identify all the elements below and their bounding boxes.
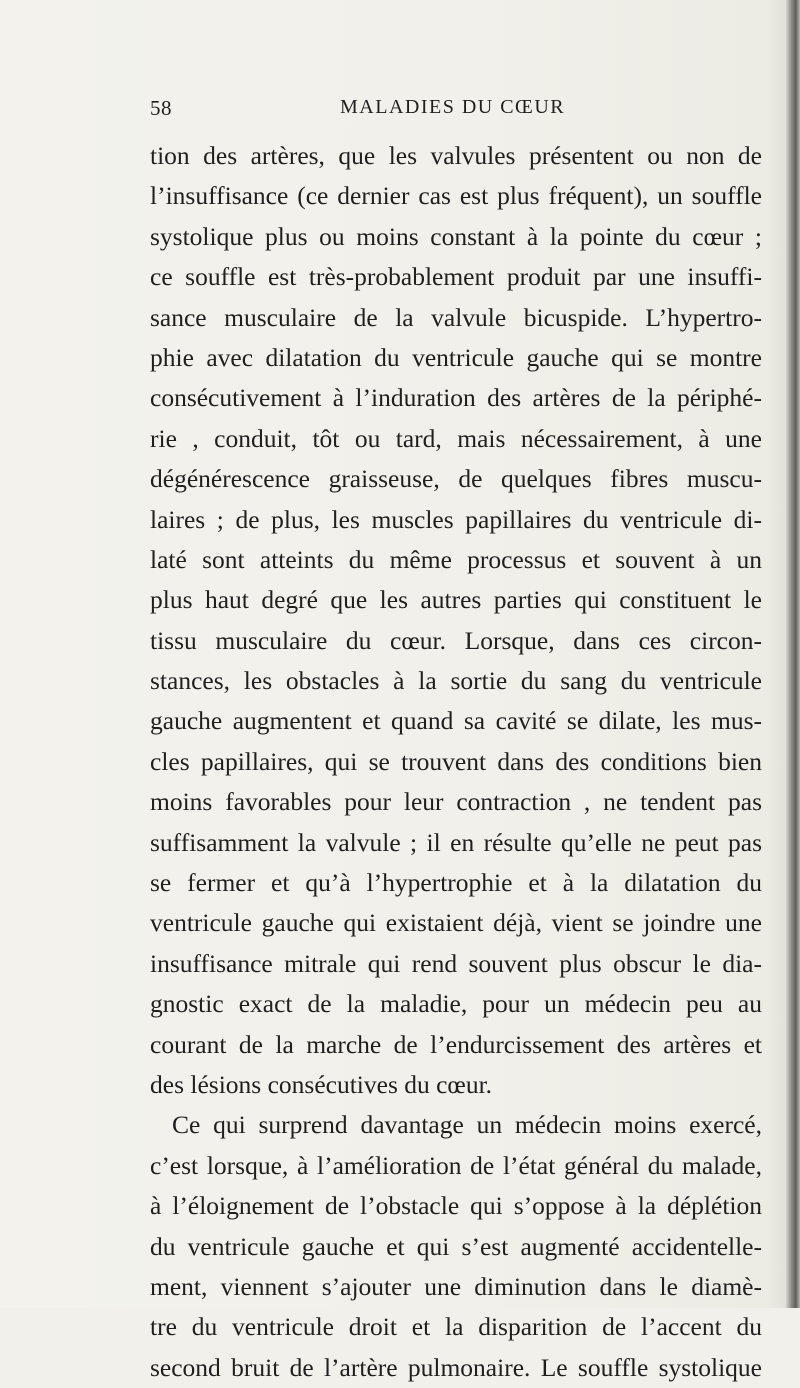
- paragraph-start-line: Ce qui surprend davantage un médecin moins exercé,: [172, 1110, 762, 1140]
- page-number: 58: [150, 96, 172, 120]
- text-line: cles papillaires, qui se trouvent dans des conditions bien: [150, 746, 762, 776]
- text-line: phie avec dilatation du ventricule gauche qui se montre: [150, 342, 762, 372]
- text-line: systolique plus ou moins constant à la pointe du cœur ;: [150, 221, 762, 251]
- text-line: du ventricule gauche et qui s’est augmenté accidentelle-: [150, 1231, 762, 1261]
- text-line: moins favorables pour leur contraction , ne tendent pas: [150, 787, 762, 817]
- text-line: ce souffle est très-probablement produit par une insuffi-: [150, 262, 762, 292]
- text-line: consécutivement à l’induration des artères de la périphé-: [150, 383, 762, 413]
- page-edge-shadow: [786, 0, 800, 1308]
- text-line: laires ; de plus, les muscles papillaires du ventricule di-: [150, 504, 762, 534]
- text-line: à l’éloignement de l’obstacle qui s’oppose à la déplétion: [150, 1191, 762, 1221]
- paragraph-end-line: des lésions consécutives du cœur.: [150, 1069, 493, 1099]
- text-line: rie , conduit, tôt ou tard, mais nécessairement, à une: [150, 423, 762, 453]
- text-line: l’insuffisance (ce dernier cas est plus fréquent), un souffle: [150, 181, 762, 211]
- text-line: c’est lorsque, à l’amélioration de l’état général du malade,: [150, 1150, 762, 1180]
- text-line: dégénérescence graisseuse, de quelques fibres muscu-: [150, 464, 762, 494]
- text-line: plus haut degré que les autres parties qui constituent le: [150, 585, 762, 615]
- running-head: MALADIES DU CŒUR: [340, 96, 566, 118]
- text-line: gauche augmentent et quand sa cavité se dilate, les mus-: [150, 706, 762, 736]
- text-line: stances, les obstacles à la sortie du sang du ventricule: [150, 666, 762, 696]
- text-line: tissu musculaire du cœur. Lorsque, dans ces circon-: [150, 625, 762, 655]
- text-line: ventricule gauche qui existaient déjà, vient se joindre une: [150, 908, 762, 938]
- text-line: suffisamment la valvule ; il en résulte qu’elle ne peut pas: [150, 827, 762, 857]
- text-line: gnostic exact de la maladie, pour un médecin peu au: [150, 989, 762, 1019]
- text-line: courant de la marche de l’endurcissement des artères et: [150, 1029, 762, 1059]
- text-line: tion des artères, que les valvules présentent ou non de: [150, 141, 762, 170]
- text-line: second bruit de l’artère pulmonaire. Le souffle systolique: [150, 1352, 762, 1382]
- page-header: [150, 96, 710, 124]
- text-line: tre du ventricule droit et la disparition de l’accent du: [150, 1312, 762, 1342]
- text-line: laté sont atteints du même processus et souvent à un: [150, 544, 762, 574]
- text-line: se fermer et qu’à l’hypertrophie et à la dilatation du: [150, 868, 762, 898]
- body-text: [150, 136, 762, 1388]
- text-line: ment, viennent s’ajouter une diminution dans le diamè-: [150, 1271, 762, 1301]
- text-line: insuffisance mitrale qui rend souvent plus obscur le dia-: [150, 948, 762, 978]
- text-line: sance musculaire de la valvule bicuspide. L’hypertro-: [150, 302, 762, 332]
